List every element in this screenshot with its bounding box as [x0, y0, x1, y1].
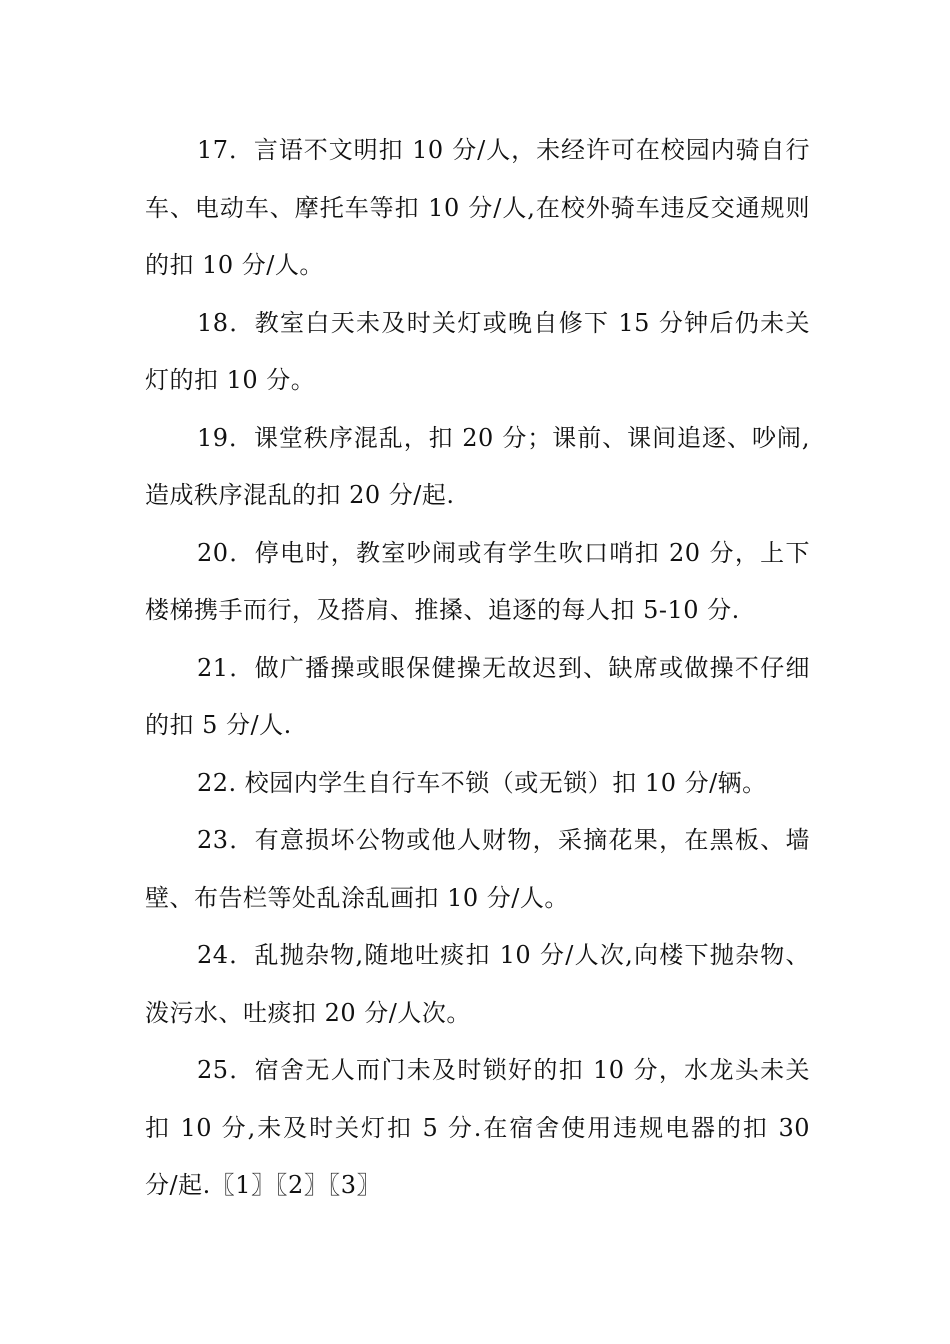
rule-paragraph-21: 21．做广播操或眼保健操无故迟到、缺席或做操不仔细的扣 5 分/人.	[145, 653, 810, 739]
rules-list	[145, 122, 810, 1215]
rule-paragraph-17: 17．言语不文明扣 10 分/人，未经许可在校园内骑自行车、电动车、摩托车等扣 10 分/人,在校外骑车违反交通规则的扣 10 分/人。	[145, 136, 810, 279]
rule-paragraph-18: 18．教室白天未及时关灯或晚自修下 15 分钟后仍未关灯的扣 10 分。	[145, 308, 810, 394]
rule-paragraph-20: 20．停电时，教室吵闹或有学生吹口哨扣 20 分，上下楼梯携手而行，及搭肩、推搡、追逐的每人扣 5-10 分.	[145, 538, 810, 624]
rule-paragraph-19: 19．课堂秩序混乱，扣 20 分；课前、课间追逐、吵闹,造成秩序混乱的扣 20 分/起.	[145, 423, 810, 509]
rule-paragraph-23: 23．有意损坏公物或他人财物，采摘花果，在黑板、墙壁、布告栏等处乱涂乱画扣 10 分/人。	[145, 826, 810, 912]
rule-paragraph-24: 24．乱抛杂物,随地吐痰扣 10 分/人次,向楼下抛杂物、泼污水、吐痰扣 20 分/人次。	[145, 941, 810, 1027]
rule-paragraph-25: 25．宿舍无人而门未及时锁好的扣 10 分，水龙头未关扣 10 分,未及时关灯扣 5 分.在宿舍使用违规电器的扣 30 分/起.〖1〗〖2〗〖3〗	[145, 1056, 810, 1199]
rule-paragraph-22: 22. 校园内学生自行车不锁（或无锁）扣 10 分/辆。	[197, 768, 767, 797]
